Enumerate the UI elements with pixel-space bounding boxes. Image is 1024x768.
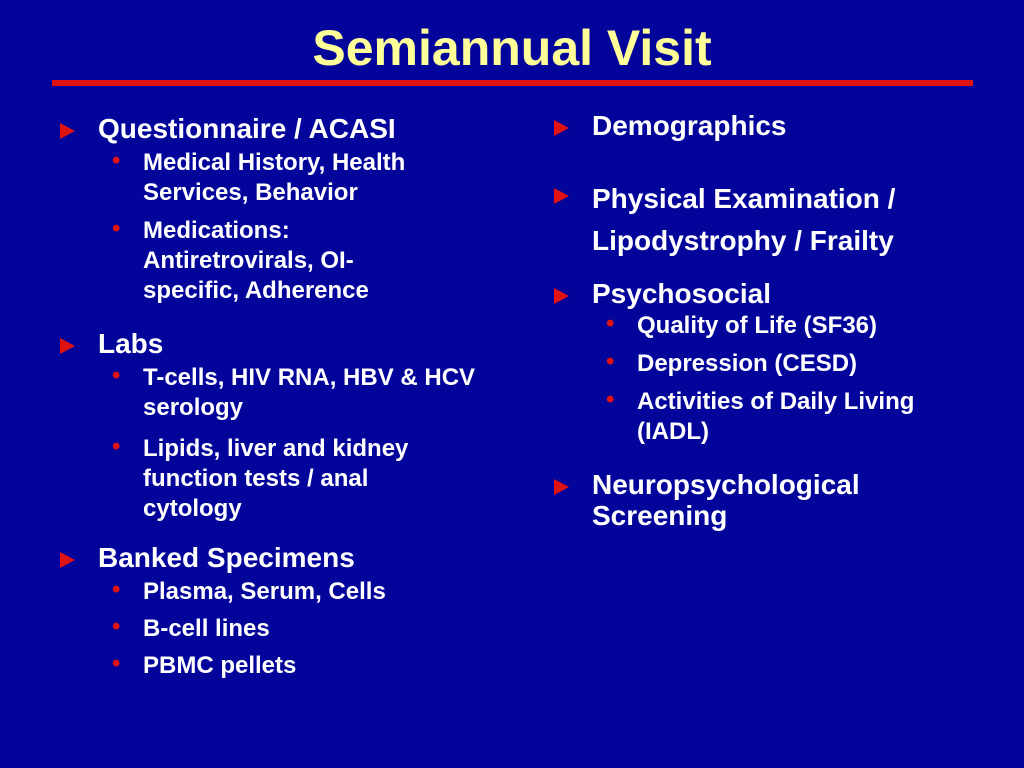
arrow-bullet-icon <box>554 479 569 495</box>
arrow-bullet-icon <box>60 123 75 139</box>
bullet-physical-examination <box>552 178 992 262</box>
bullet-neuropsychological-screening <box>552 469 932 531</box>
arrow-bullet-icon <box>554 288 569 304</box>
bullet-label: Neuropsychological Screening <box>592 469 860 531</box>
bullet-banked-specimens <box>58 542 498 681</box>
sub-item: • Activities of Daily Living (IADL) <box>606 386 915 445</box>
bullet-label: Demographics <box>592 110 787 141</box>
sub-item: • Lipids, liver and kidney function tests / anal cytology <box>112 433 409 522</box>
sub-item: • B-cell lines <box>112 613 270 642</box>
sub-item: • Depression (CESD) <box>606 348 858 377</box>
bullet-label: Psychosocial <box>592 278 771 309</box>
dot-bullet-icon: • <box>112 613 121 640</box>
arrow-bullet-icon <box>60 338 75 354</box>
sub-item: • Quality of Life (SF36) <box>606 310 878 339</box>
sub-item: • T-cells, HIV RNA, HBV & HCV serology <box>112 362 476 421</box>
dot-bullet-icon: • <box>112 576 121 603</box>
arrow-bullet-icon <box>554 188 569 204</box>
dot-bullet-icon: • <box>112 147 121 174</box>
bullet-label: Questionnaire / ACASI <box>98 113 396 144</box>
title-divider <box>52 80 973 86</box>
dot-bullet-icon: • <box>606 310 615 337</box>
bullet-label: Banked Specimens <box>98 542 355 573</box>
bullet-labs <box>58 328 498 524</box>
arrow-bullet-icon <box>60 552 75 568</box>
bullet-label: Labs <box>98 328 164 359</box>
sub-list <box>98 577 498 681</box>
sub-list <box>98 148 498 306</box>
arrow-bullet-icon <box>554 120 569 136</box>
slide-title: Semiannual Visit <box>312 20 712 76</box>
dot-bullet-icon: • <box>112 650 121 677</box>
dot-bullet-icon: • <box>606 386 615 413</box>
sub-list <box>98 363 498 524</box>
dot-bullet-icon: • <box>112 362 121 389</box>
sub-list <box>592 311 992 447</box>
bullet-demographics <box>552 110 992 141</box>
bullet-label: Physical Examination / Lipodystrophy / Frailty <box>592 183 896 256</box>
dot-bullet-icon: • <box>112 433 121 460</box>
dot-bullet-icon: • <box>606 348 615 375</box>
sub-item: • Medical History, Health Services, Behavior <box>112 147 406 206</box>
sub-item: • Medications: Antiretrovirals, OI-specific, Adherence <box>112 215 369 304</box>
bullet-psychosocial <box>552 278 992 447</box>
sub-item: • Plasma, Serum, Cells <box>112 576 386 605</box>
dot-bullet-icon: • <box>112 215 121 242</box>
bullet-questionnaire <box>58 113 498 306</box>
left-column <box>58 110 498 681</box>
sub-item: • PBMC pellets <box>112 650 297 679</box>
right-column <box>552 110 992 531</box>
